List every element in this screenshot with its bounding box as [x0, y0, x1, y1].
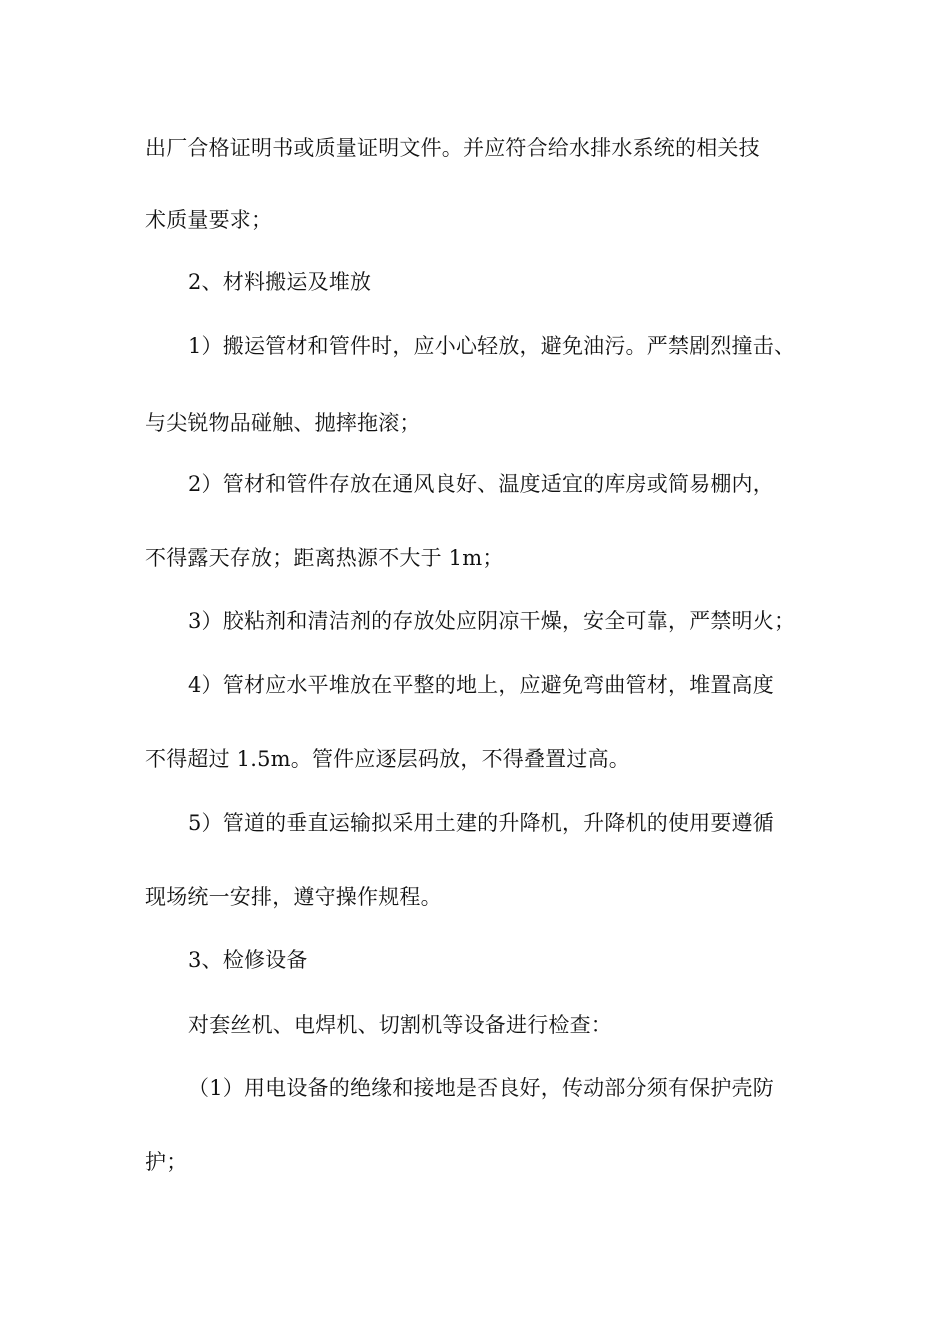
- text-line-5: 与尖锐物品碰触、抛摔拖滚；: [145, 411, 421, 435]
- text-line-4: 1）搬运管材和管件时，应小心轻放，避免油污。严禁剧烈撞击、: [188, 334, 796, 358]
- text-line-2: 术质量要求；: [145, 208, 273, 232]
- text-line-9: 4）管材应水平堆放在平整的地上，应避免弯曲管材，堆置高度: [188, 673, 774, 697]
- text-line-1: 出厂合格证明书或质量证明文件。并应符合给水排水系统的相关技: [145, 136, 760, 160]
- text-line-10: 不得超过 1.5m。管件应逐层码放，不得叠置过高。: [145, 747, 630, 771]
- section-heading-equipment-inspection: 3、检修设备: [188, 948, 308, 972]
- text-line-16: 护；: [145, 1150, 188, 1174]
- text-line-14: 对套丝机、电焊机、切割机等设备进行检查：: [188, 1013, 612, 1037]
- section-heading-material-handling: 2、材料搬运及堆放: [188, 270, 372, 294]
- text-line-7: 不得露天存放；距离热源不大于 1m；: [145, 546, 504, 570]
- text-line-8: 3）胶粘剂和清洁剂的存放处应阴凉干燥，安全可靠，严禁明火；: [188, 609, 796, 633]
- text-line-6: 2）管材和管件存放在通风良好、温度适宜的库房或简易棚内，: [188, 472, 774, 496]
- text-line-12: 现场统一安排，遵守操作规程。: [145, 885, 442, 909]
- text-line-11: 5）管道的垂直运输拟采用土建的升降机，升降机的使用要遵循: [188, 811, 774, 835]
- text-line-15: （1）用电设备的绝缘和接地是否良好，传动部分须有保护壳防: [188, 1076, 774, 1100]
